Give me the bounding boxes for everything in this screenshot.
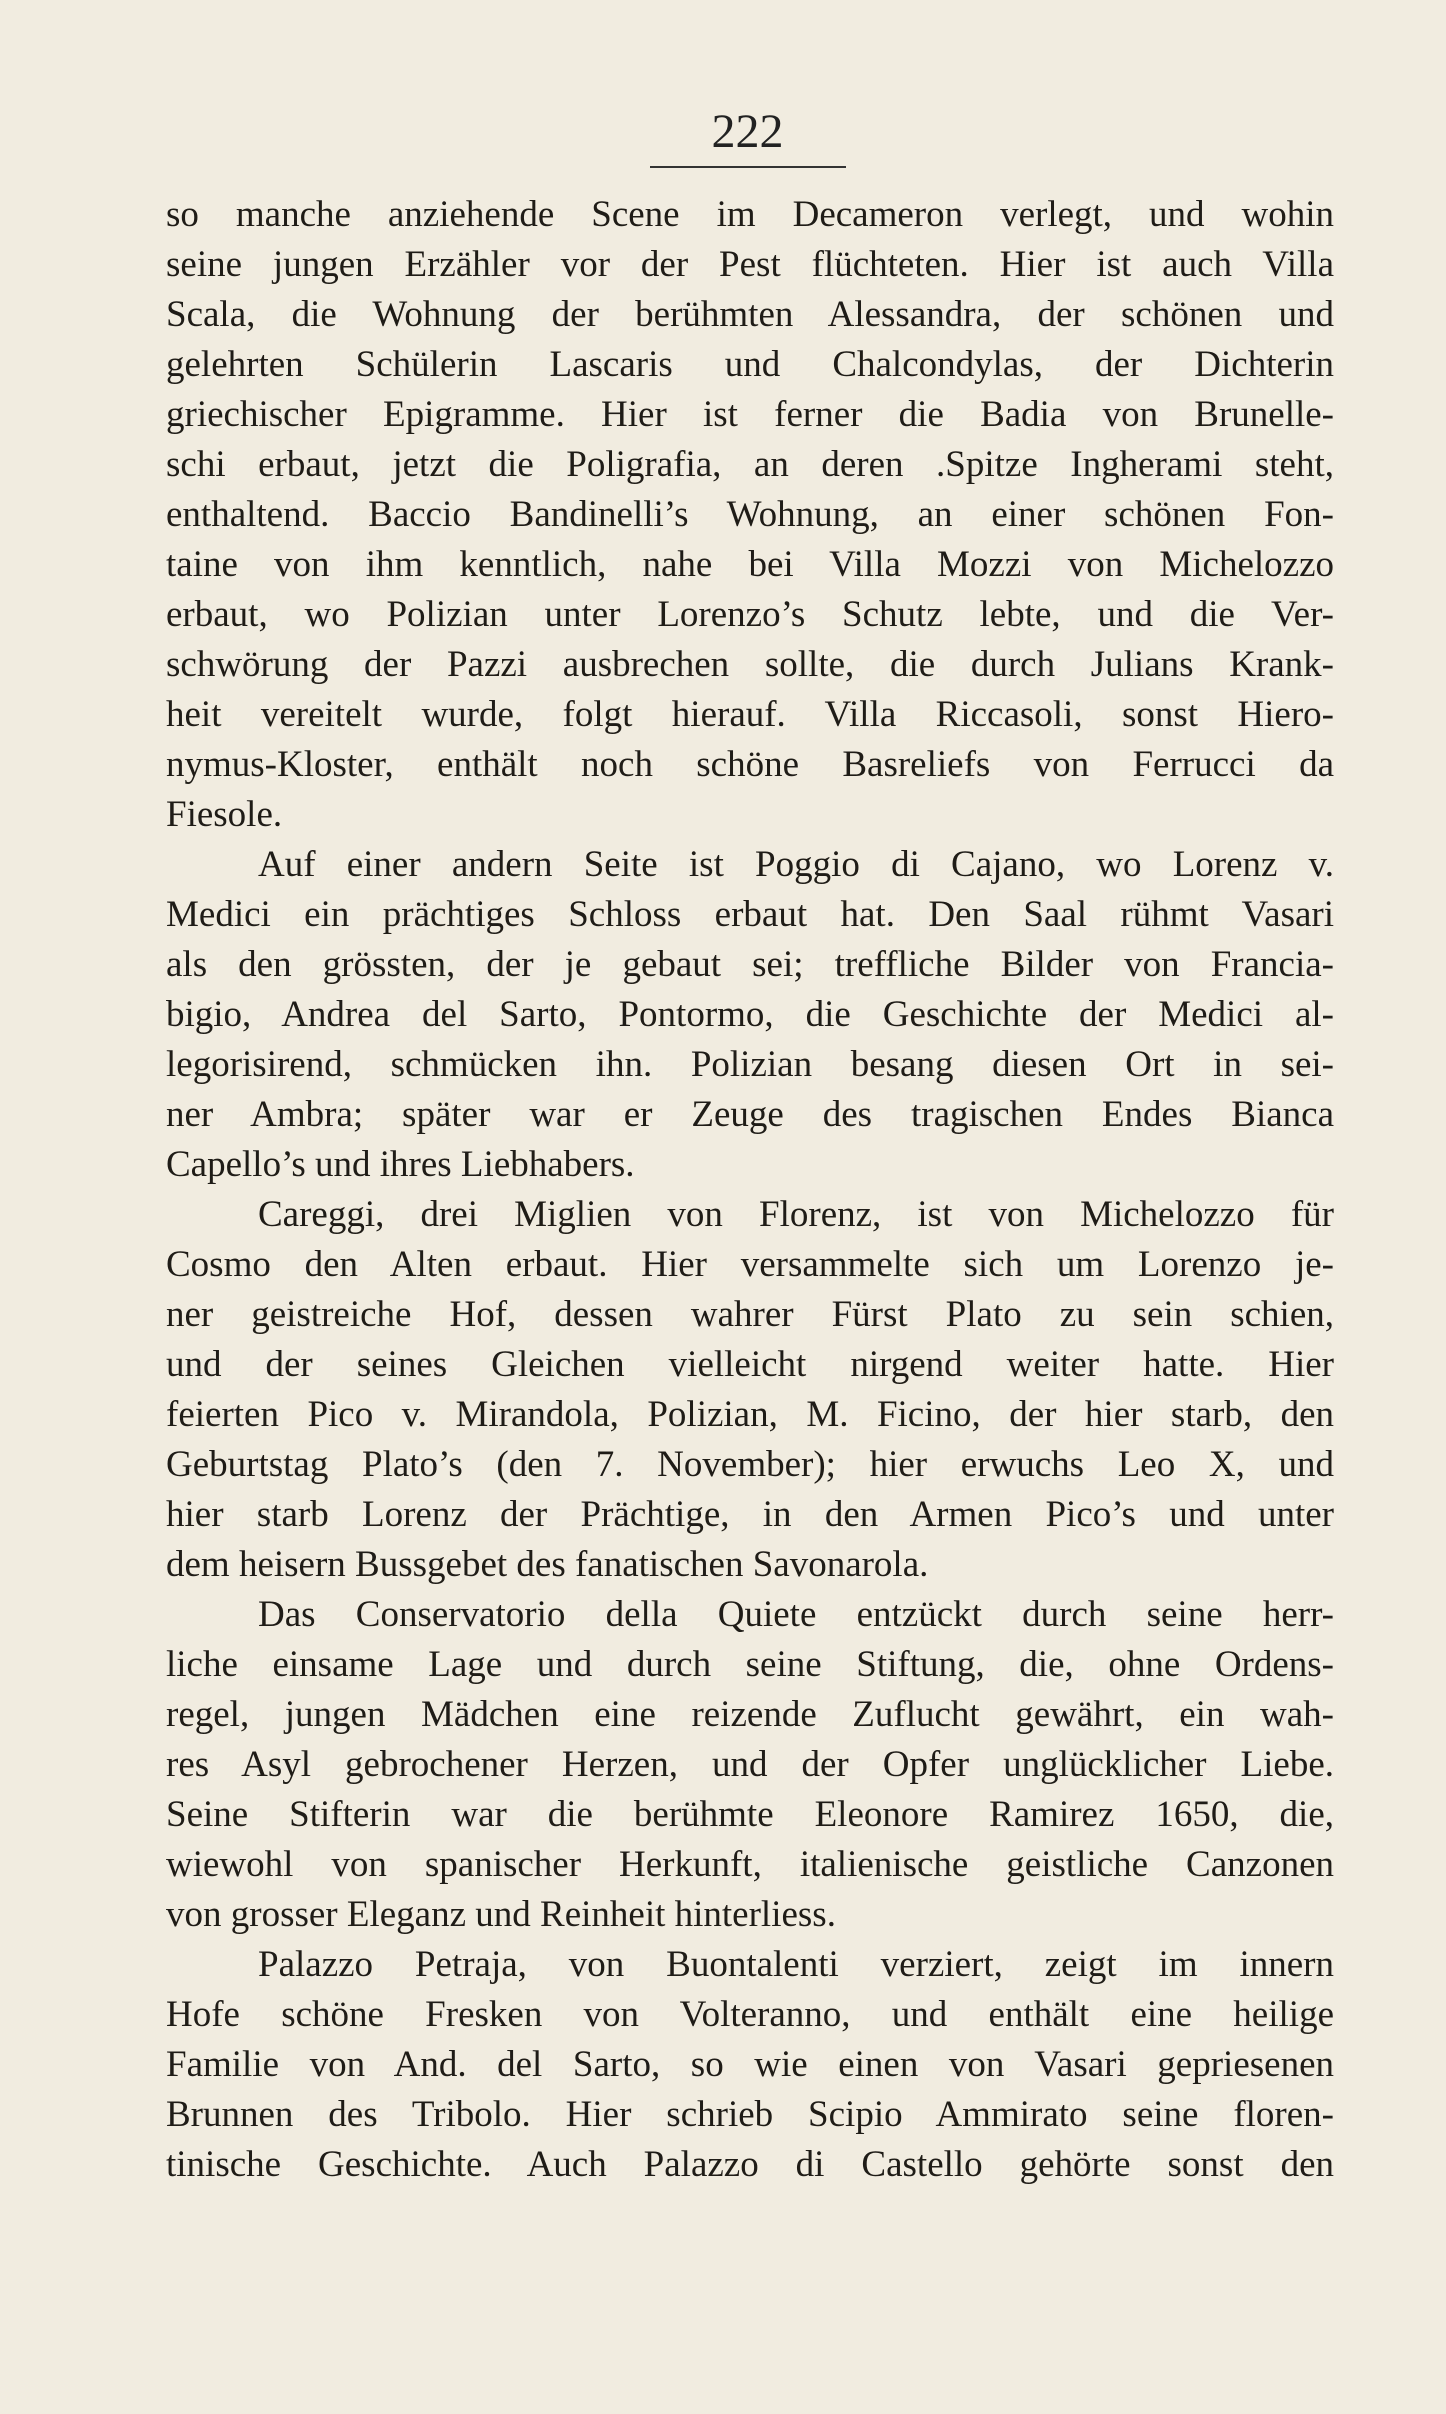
text-line: schwörung der Pazzi ausbrechen sollte, die durch Julians Krank-: [166, 644, 1334, 685]
paragraph-start-line: Careggi, drei Miglien von Florenz, ist von Michelozzo für: [258, 1194, 1334, 1235]
text-line: Geburtstag Plato’s (den 7. November); hier erwuchs Leo X, und: [166, 1444, 1334, 1485]
text-line: hier starb Lorenz der Prächtige, in den Armen Pico’s und unter: [166, 1494, 1334, 1535]
header-rule: [650, 166, 846, 168]
text-line: Familie von And. del Sarto, so wie einen von Vasari gepriesenen: [166, 2044, 1334, 2085]
text-line: griechischer Epigramme. Hier ist ferner die Badia von Brunelle-: [166, 394, 1334, 435]
text-line: Seine Stifterin war die berühmte Eleonore Ramirez 1650, die,: [166, 1794, 1334, 1835]
text-line: so manche anziehende Scene im Decameron verlegt, und wohin: [166, 194, 1334, 235]
text-line: und der seines Gleichen vielleicht nirgend weiter hatte. Hier: [166, 1344, 1334, 1385]
text-line: als den grössten, der je gebaut sei; treffliche Bilder von Francia-: [166, 944, 1334, 985]
text-line: legorisirend, schmücken ihn. Polizian besang diesen Ort in sei-: [166, 1044, 1334, 1085]
text-line: liche einsame Lage und durch seine Stiftung, die, ohne Ordens-: [166, 1644, 1334, 1685]
text-line: Fiesole.: [166, 794, 283, 835]
text-line: ner geistreiche Hof, dessen wahrer Fürst Plato zu sein schien,: [166, 1294, 1334, 1335]
paragraph-start-line: Palazzo Petraja, von Buontalenti verziert, zeigt im innern: [258, 1944, 1334, 1985]
text-line: tinische Geschichte. Auch Palazzo di Castello gehörte sonst den: [166, 2144, 1334, 2185]
text-line: nymus-Kloster, enthält noch schöne Basreliefs von Ferrucci da: [166, 744, 1334, 785]
text-line: erbaut, wo Polizian unter Lorenzo’s Schutz lebte, und die Ver-: [166, 594, 1334, 635]
text-line: Cosmo den Alten erbaut. Hier versammelte sich um Lorenzo je-: [166, 1244, 1334, 1285]
body-text: [166, 190, 1334, 2190]
text-line: bigio, Andrea del Sarto, Pontormo, die Geschichte der Medici al-: [166, 994, 1334, 1035]
text-line: Medici ein prächtiges Schloss erbaut hat. Den Saal rühmt Vasari: [166, 894, 1334, 935]
text-line: dem heisern Bussgebet des fanatischen Savonarola.: [166, 1544, 929, 1585]
text-line: Capello’s und ihres Liebhabers.: [166, 1144, 635, 1185]
page-number: 222: [711, 105, 784, 158]
paragraph-start-line: Das Conservatorio della Quiete entzückt durch seine herr-: [258, 1594, 1334, 1635]
text-line: wiewohl von spanischer Herkunft, italienische geistliche Canzonen: [166, 1844, 1334, 1885]
text-line: enthaltend. Baccio Bandinelli’s Wohnung, an einer schönen Fon-: [166, 494, 1334, 535]
text-line: taine von ihm kenntlich, nahe bei Villa Mozzi von Michelozzo: [166, 544, 1334, 585]
text-line: gelehrten Schülerin Lascaris und Chalcondylas, der Dichterin: [166, 344, 1334, 385]
text-line: Hofe schöne Fresken von Volteranno, und enthält eine heilige: [166, 1994, 1334, 2035]
text-line: res Asyl gebrochener Herzen, und der Opfer unglücklicher Liebe.: [166, 1744, 1334, 1785]
text-line: schi erbaut, jetzt die Poligrafia, an deren .Spitze Ingherami steht,: [166, 444, 1334, 485]
text-line: Scala, die Wohnung der berühmten Alessandra, der schönen und: [166, 294, 1334, 335]
text-line: seine jungen Erzähler vor der Pest flüchteten. Hier ist auch Villa: [166, 244, 1334, 285]
text-line: ner Ambra; später war er Zeuge des tragischen Endes Bianca: [166, 1094, 1334, 1135]
text-line: regel, jungen Mädchen eine reizende Zuflucht gewährt, ein wah-: [166, 1694, 1334, 1735]
text-line: feierten Pico v. Mirandola, Polizian, M. Ficino, der hier starb, den: [166, 1394, 1334, 1435]
text-line: heit vereitelt wurde, folgt hierauf. Villa Riccasoli, sonst Hiero-: [166, 694, 1334, 735]
paragraph-start-line: Auf einer andern Seite ist Poggio di Cajano, wo Lorenz v.: [258, 844, 1334, 885]
text-line: von grosser Eleganz und Reinheit hinterliess.: [166, 1894, 836, 1935]
text-line: Brunnen des Tribolo. Hier schrieb Scipio Ammirato seine floren-: [166, 2094, 1334, 2135]
